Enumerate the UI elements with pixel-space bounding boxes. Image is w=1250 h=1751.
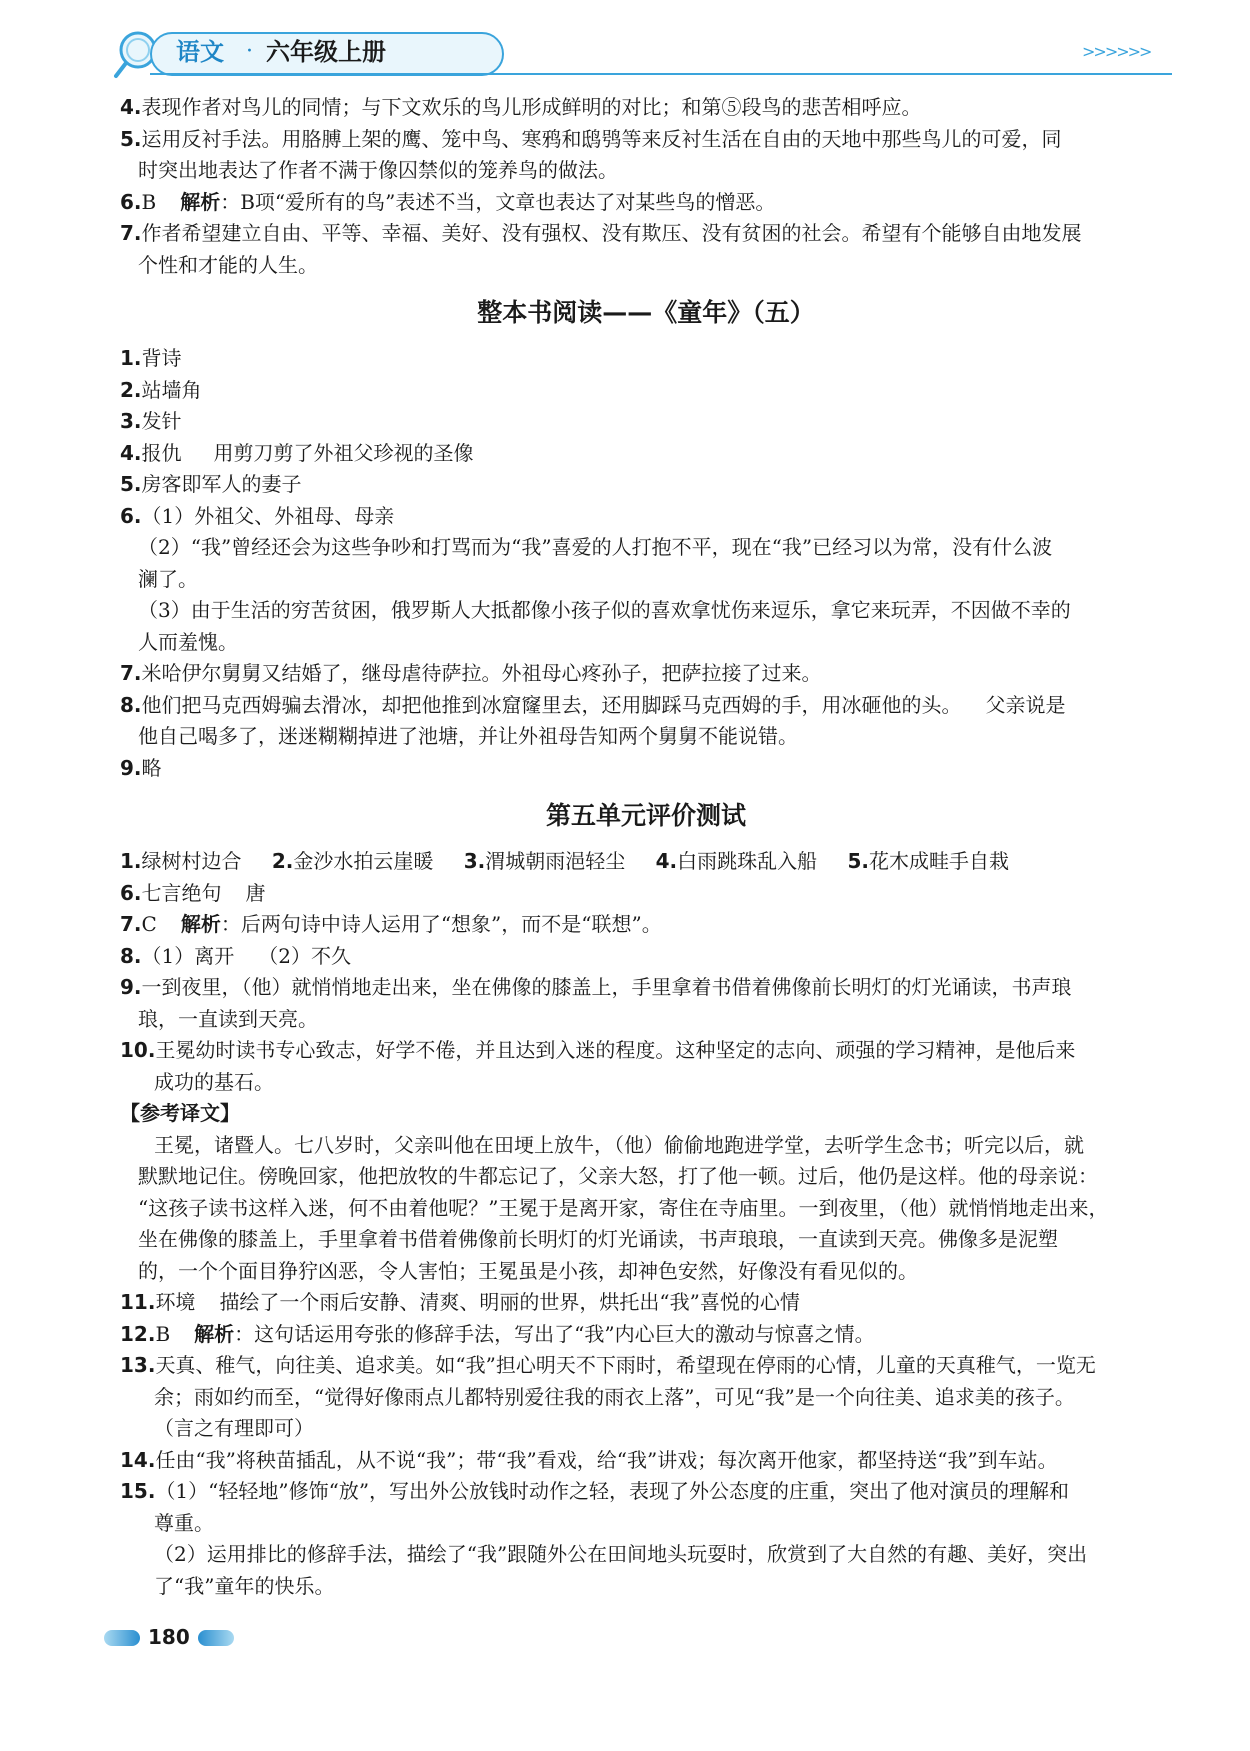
reference-translation-title: 【参考译文】 bbox=[120, 1101, 240, 1125]
answer-b7: 7.米哈伊尔舅舅又结婚了，继母虐待萨拉。外祖母心疼孙子，把萨拉接了过来。 bbox=[120, 661, 822, 685]
translation-line: 默默地记住。傍晚回家，他把放牧的牛都忘记了，父亲大怒，打了他一顿。过后，他仍是这样。他的母亲说： bbox=[138, 1164, 1098, 1188]
footer-pill-left bbox=[104, 1630, 140, 1646]
answer-c1-5: 1.绿树村边合 2.金沙水拍云崖暖 3.渭城朝雨浥轻尘 4.白雨跳珠乱入船 5.花木成畦手自栽 bbox=[120, 849, 1010, 873]
chevrons-icon: >>>>>> bbox=[1082, 42, 1151, 61]
answer-b6-sub2-cont: 澜了。 bbox=[138, 566, 198, 591]
answer-c15-sub2: （2）运用排比的修辞手法，描绘了“我”跟随外公在田间地头玩耍时，欣赏到了大自然的有趣、美好，突出 bbox=[154, 1542, 1088, 1566]
page-footer bbox=[104, 1622, 304, 1652]
answer-c15-sub2-cont: 了“我”童年的快乐。 bbox=[154, 1573, 335, 1598]
analysis-label: 解析 bbox=[194, 1321, 235, 1346]
answer-c15: 15.（1）“轻轻地”修饰“放”，写出外公放钱时动作之轻，表现了外公态度的庄重，突出了他对演员的理解和 bbox=[120, 1479, 1070, 1503]
answer-c12: 12.B 解析：这句话运用夸张的修辞手法，写出了“我”内心巨大的激动与惊喜之情。 bbox=[120, 1321, 875, 1346]
answer-b6-sub3: （3）由于生活的穷苦贫困，俄罗斯人大抵都像小孩子似的喜欢拿忧伤来逗乐，拿它来玩弄，不因做不幸的 bbox=[138, 598, 1071, 622]
header-rule bbox=[150, 73, 1172, 75]
footer-pill-right bbox=[198, 1630, 234, 1646]
answer-c10-cont: 成功的基石。 bbox=[154, 1069, 274, 1094]
answer-c15-sub1-cont: 尊重。 bbox=[154, 1510, 214, 1535]
answer-b6-sub3-cont: 人而羞愧。 bbox=[138, 629, 238, 654]
header-grade: 六年级上册 bbox=[266, 38, 386, 66]
answer-c6: 6.七言绝句 唐 bbox=[120, 880, 266, 905]
answer-b8-cont: 他自己喝多了，迷迷糊糊掉进了池塘，并让外祖母告知两个舅舅不能说错。 bbox=[138, 724, 798, 748]
answer-c8: 8.（1）离开 （2）不久 bbox=[120, 943, 351, 968]
analysis-label: 解析 bbox=[180, 912, 221, 936]
page-number: 180 bbox=[148, 1625, 190, 1649]
translation-line: 王冕，诸暨人。七八岁时，父亲叫他在田埂上放牛，（他）偷偷地跑进学堂，去听学生念书；听完以后，就 bbox=[154, 1132, 1084, 1157]
answer-b9: 9.略 bbox=[120, 755, 162, 780]
answer-c13-cont: 余；雨如约而至，“觉得好像雨点儿都特别爱往我的雨衣上落”，可见“我”是一个向往美、追求美的孩子。 bbox=[154, 1384, 1075, 1409]
answer-c14: 14.任由“我”将秧苗插乱，从不说“我”；带“我”看戏，给“我”讲戏；每次离开他家，都坚持送“我”到车站。 bbox=[120, 1447, 1058, 1472]
header-dot: · bbox=[246, 39, 253, 64]
answer-b2: 2.站墙角 bbox=[120, 377, 202, 402]
answer-a7: 7.作者希望建立自由、平等、幸福、美好、没有强权、没有欺压、没有贫困的社会。希望有个能够自由地发展 bbox=[120, 221, 1082, 245]
page-header bbox=[0, 0, 1250, 80]
translation-line: 的，一个个面目狰狞凶恶，令人害怕；王冕虽是小孩，却神色安然，好像没有看见似的。 bbox=[138, 1258, 918, 1283]
translation-line: 坐在佛像的膝盖上，手里拿着书借着佛像前长明灯的灯光诵读，书声琅琅，一直读到天亮。佛像多是泥塑 bbox=[138, 1227, 1058, 1251]
answer-a4: 4.表现作者对鸟儿的同情；与下文欢乐的鸟儿形成鲜明的对比；和第⑤段鸟的悲苦相呼应。 bbox=[120, 95, 922, 119]
answer-c13: 13.天真、稚气，向往美、追求美。如“我”担心明天不下雨时，希望现在停雨的心情，儿童的天真稚气，一览无 bbox=[120, 1353, 1096, 1377]
answer-a5-cont: 时突出地表达了作者不满于像囚禁似的笼养鸟的做法。 bbox=[138, 158, 618, 182]
section-title-childhood: 整本书阅读——《童年》（五） bbox=[477, 298, 815, 327]
analysis-label: 解析 bbox=[180, 189, 221, 214]
answer-b1: 1.背诗 bbox=[120, 346, 182, 370]
answer-c9: 9.一到夜里，（他）就悄悄地走出来，坐在佛像的膝盖上，手里拿着书借着佛像前长明灯的灯光诵读，书声琅 bbox=[120, 975, 1072, 999]
section-title-unit5: 第五单元评价测试 bbox=[545, 801, 746, 830]
answer-b4: 4.报仇 用剪刀剪了外祖父珍视的圣像 bbox=[120, 440, 474, 465]
answer-b3: 3.发针 bbox=[120, 409, 182, 433]
answer-b6: 6.（1）外祖父、外祖母、母亲 bbox=[120, 503, 395, 528]
answer-b6-sub2: （2）“我”曾经还会为这些争吵和打骂而为“我”喜爱的人打抱不平，现在“我”已经习以为常，没有什么波 bbox=[138, 535, 1053, 559]
answer-c10: 10.王冕幼时读书专心致志，好学不倦，并且达到入迷的程度。这种坚定的志向、顽强的学习精神，是他后来 bbox=[120, 1038, 1076, 1062]
page-content bbox=[120, 92, 1172, 1602]
answer-b8: 8.他们把马克西姆骗去滑冰，却把他推到冰窟窿里去，还用脚踩马克西姆的手，用冰砸他的头。 父亲说是 bbox=[120, 692, 1066, 717]
answer-c9-cont: 琅，一直读到天亮。 bbox=[138, 1006, 318, 1031]
answer-c7: 7.C 解析：后两句诗中诗人运用了“想象”，而不是“联想”。 bbox=[120, 912, 662, 936]
answer-a6: 6.B 解析：B项“爱所有的鸟”表述不当，文章也表达了对某些鸟的憎恶。 bbox=[120, 189, 776, 214]
translation-line: “这孩子读书这样入迷，何不由着他呢？”王冕于是离开家，寄住在寺庙里。一到夜里，（他）就悄悄地走出来， bbox=[138, 1195, 1109, 1220]
header-subject: 语文 bbox=[176, 38, 224, 66]
answer-c13-cont2: （言之有理即可） bbox=[154, 1416, 314, 1440]
answer-a7-cont: 个性和才能的人生。 bbox=[138, 252, 318, 277]
answer-c11: 11.环境 描绘了一个雨后安静、清爽、明丽的世界，烘托出“我”喜悦的心情 bbox=[120, 1290, 800, 1314]
answer-a5: 5.运用反衬手法。用胳膊上架的鹰、笼中鸟、寒鸦和鸱鸮等来反衬生活在自由的天地中那些鸟儿的可爱，同 bbox=[120, 126, 1062, 151]
answer-b5: 5.房客即军人的妻子 bbox=[120, 472, 302, 496]
